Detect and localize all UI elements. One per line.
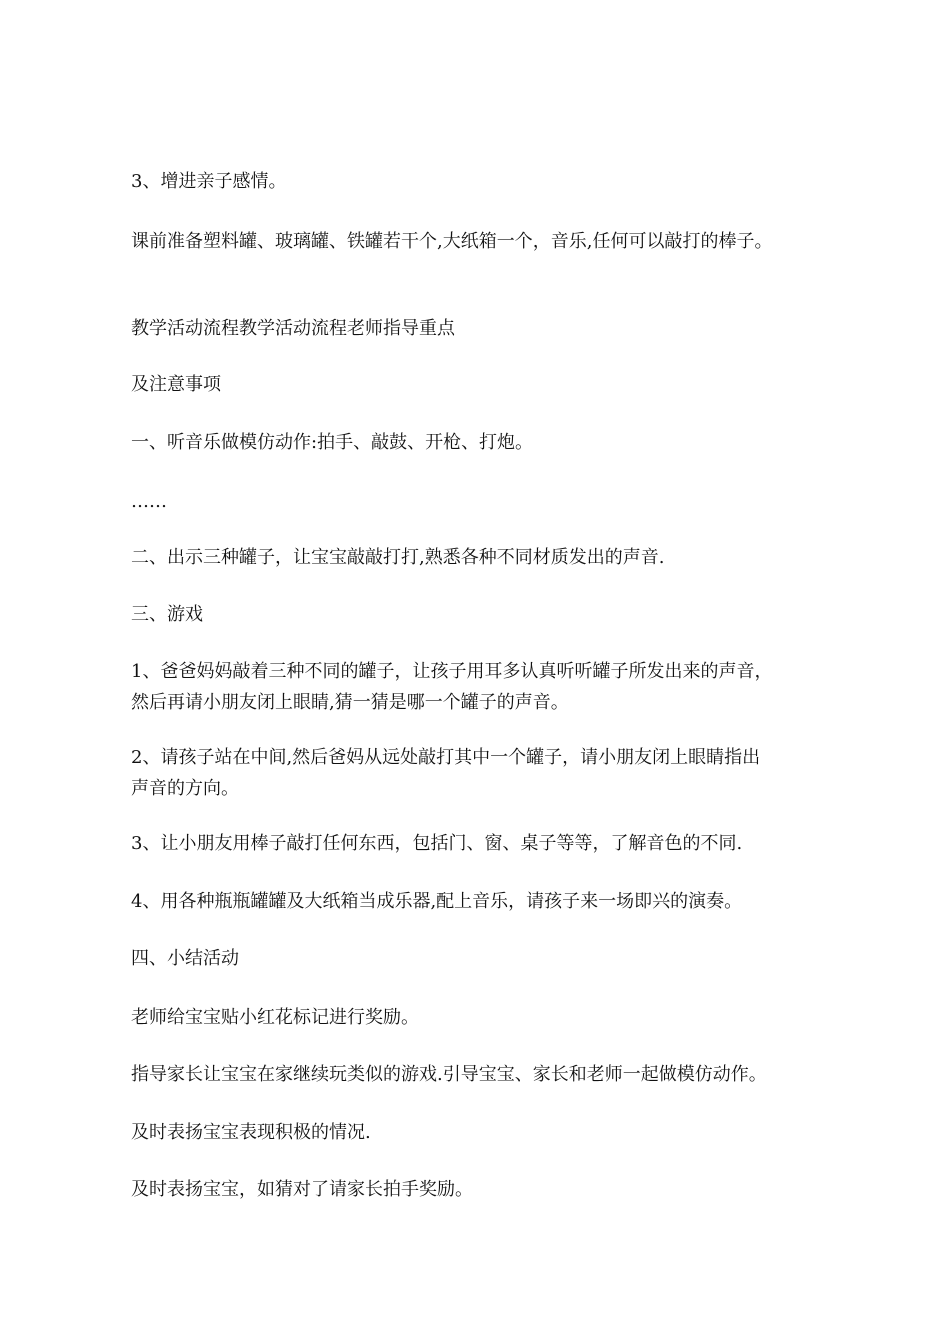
step-three-heading: 三、游戏 xyxy=(131,604,203,625)
game-item-2 xyxy=(131,742,831,804)
game-item-3: 3、让小朋友用棒子敲打任何东西，包括门、窗、桌子等等，了解音色的不同. xyxy=(131,833,743,854)
step-four-heading: 四、小结活动 xyxy=(131,948,239,969)
game-item-1 xyxy=(131,656,831,718)
step-two: 二、出示三种罐子，让宝宝敲敲打打,熟悉各种不同材质发出的声音. xyxy=(131,547,665,568)
praise-note-2: 及时表扬宝宝，如猜对了请家长拍手奖励。 xyxy=(131,1179,473,1200)
goal-item-3: 3、增进亲子感情。 xyxy=(131,171,287,192)
step-one: 一、听音乐做模仿动作:拍手、敲鼓、开枪、打炮。 xyxy=(131,432,534,453)
game-item-2-line-1: 2、请孩子站在中间,然后爸妈从远处敲打其中一个罐子，请小朋友闭上眼睛指出 xyxy=(131,747,761,768)
reward-note: 老师给宝宝贴小红花标记进行奖励。 xyxy=(131,1007,419,1028)
praise-note-1: 及时表扬宝宝表现积极的情况. xyxy=(131,1122,371,1143)
game-item-1-line-2: 然后再请小朋友闭上眼睛,猜一猜是哪一个罐子的声音。 xyxy=(131,692,569,713)
materials-paragraph: 课前准备塑料罐、玻璃罐、铁罐若干个,大纸箱一个，音乐,任何可以敲打的棒子。 xyxy=(131,231,773,252)
flow-header-continued: 及注意事项 xyxy=(131,374,221,395)
parent-guidance: 指导家长让宝宝在家继续玩类似的游戏.引导宝宝、家长和老师一起做模仿动作。 xyxy=(131,1064,767,1085)
game-item-1-line-1: 1、爸爸妈妈敲着三种不同的罐子，让孩子用耳多认真听听罐子所发出来的声音， xyxy=(131,661,773,682)
game-item-4: 4、用各种瓶瓶罐罐及大纸箱当成乐器,配上音乐，请孩子来一场即兴的演奏。 xyxy=(131,891,743,912)
game-item-2-line-2: 声音的方向。 xyxy=(131,778,239,799)
ellipsis-line: …… xyxy=(131,491,167,512)
flow-header: 教学活动流程教学活动流程老师指导重点 xyxy=(131,318,455,339)
